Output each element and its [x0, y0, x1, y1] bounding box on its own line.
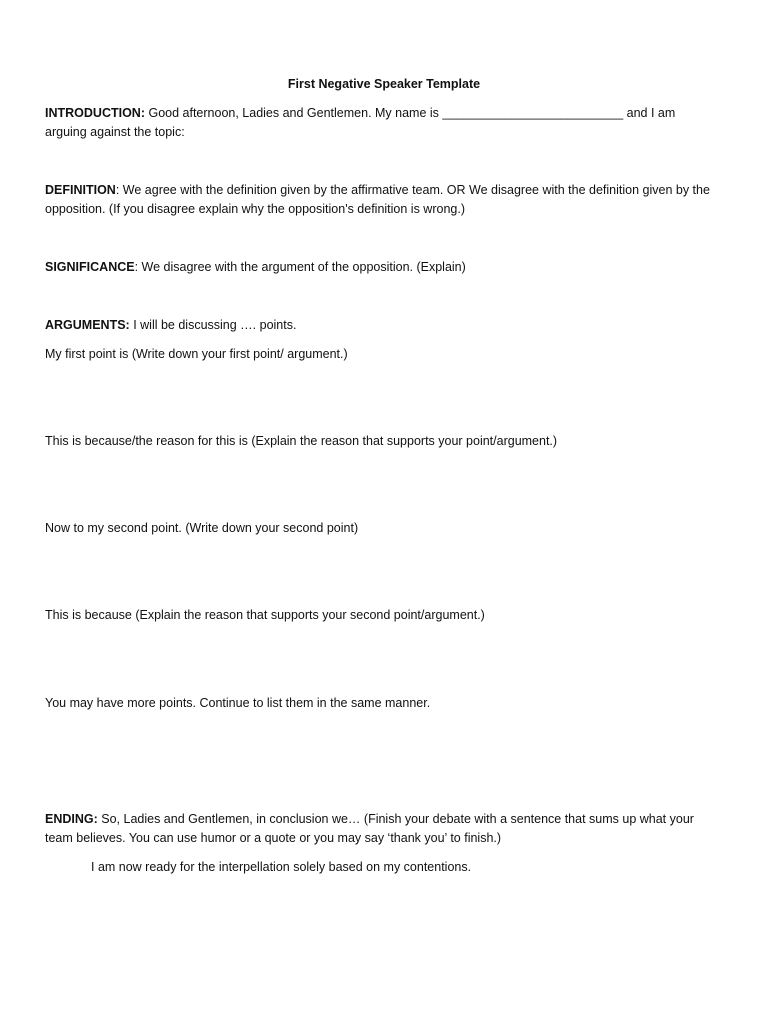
significance-text: : We disagree with the argument of the opposition. (Explain) — [134, 260, 466, 274]
ending-label: ENDING: — [45, 812, 98, 826]
definition-label: DEFINITION — [45, 183, 116, 197]
arguments-text: I will be discussing …. points. — [129, 318, 297, 332]
arguments-label: ARGUMENTS: — [45, 318, 130, 332]
significance-paragraph — [45, 258, 715, 277]
introduction-paragraph — [45, 104, 715, 142]
second-reason-paragraph: This is because (Explain the reason that supports your second point/argument.) — [45, 608, 485, 622]
first-point-paragraph: My first point is (Write down your first point/ argument.) — [45, 347, 348, 361]
definition-text: : We agree with the definition given by the affirmative team. OR We disagree with the definition given by the opposition. (If you disagree explain why the opposition's definition is wrong.) — [45, 183, 710, 216]
arguments-paragraph — [45, 316, 715, 335]
definition-paragraph — [45, 181, 715, 219]
significance-label: SIGNIFICANCE — [45, 260, 135, 274]
second-point-paragraph: Now to my second point. (Write down your second point) — [45, 521, 359, 535]
more-points-paragraph: You may have more points. Continue to list them in the same manner. — [45, 696, 431, 710]
document-title: First Negative Speaker Template — [287, 77, 481, 91]
interpellation-paragraph: I am now ready for the interpellation solely based on my contentions. — [91, 860, 472, 874]
first-reason-paragraph: This is because/the reason for this is (Explain the reason that supports your point/argument.) — [45, 434, 558, 448]
introduction-label: INTRODUCTION: — [45, 106, 145, 120]
ending-paragraph — [45, 810, 715, 848]
introduction-text: Good afternoon, Ladies and Gentlemen. My name is __________________________ and I am arguing against the topic: — [45, 106, 676, 139]
ending-text: So, Ladies and Gentlemen, in conclusion we… (Finish your debate with a sentence that sums up what your team believes. You can use humor or a quote or you may say ‘thank you’ to finish.) — [45, 812, 694, 845]
